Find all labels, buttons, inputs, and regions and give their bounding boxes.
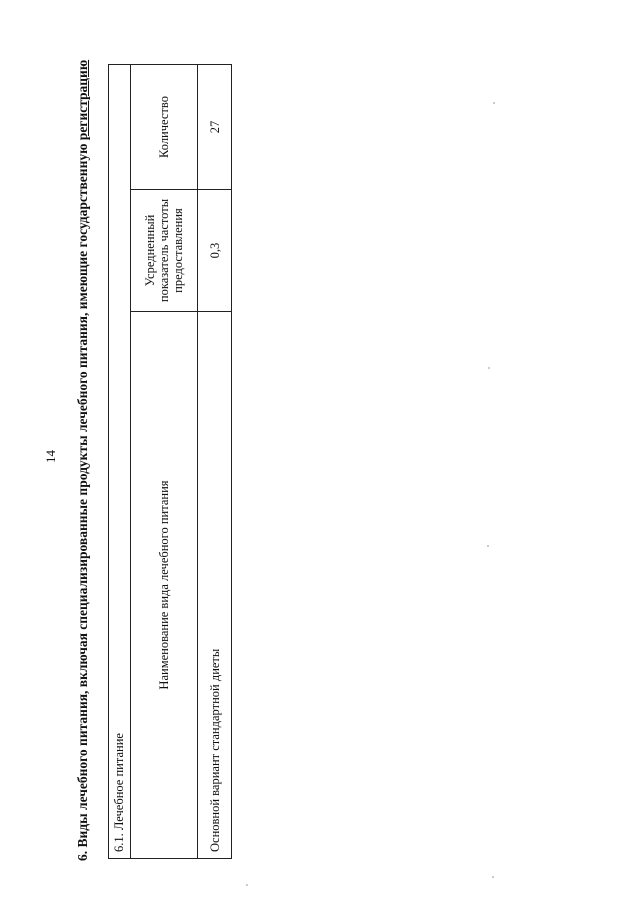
table-header-row bbox=[131, 65, 198, 858]
nutrition-table bbox=[108, 64, 232, 859]
section-title-main: 6. Виды лечебного питания, включая специализированные продукты лечебного питания, имеющие государственную bbox=[75, 143, 90, 861]
cell-quantity: 27 bbox=[207, 120, 222, 134]
page-number: 14 bbox=[43, 450, 58, 463]
table-subtitle-row bbox=[109, 65, 131, 858]
cell-name: Основной вариант стандартной диеты bbox=[198, 311, 231, 858]
table-subtitle: 6.1. Лечебное питание bbox=[112, 733, 126, 852]
header-name: Наименование вида лечебного питания bbox=[131, 311, 197, 858]
cell-frequency: 0,3 bbox=[198, 189, 231, 311]
section-title-tail: регистрацию bbox=[75, 59, 90, 141]
header-frequency: Усредненный показатель частоты предоставления bbox=[131, 189, 197, 311]
header-quantity: Количество bbox=[157, 96, 171, 158]
section-title bbox=[74, 21, 92, 861]
table-row bbox=[198, 65, 231, 858]
